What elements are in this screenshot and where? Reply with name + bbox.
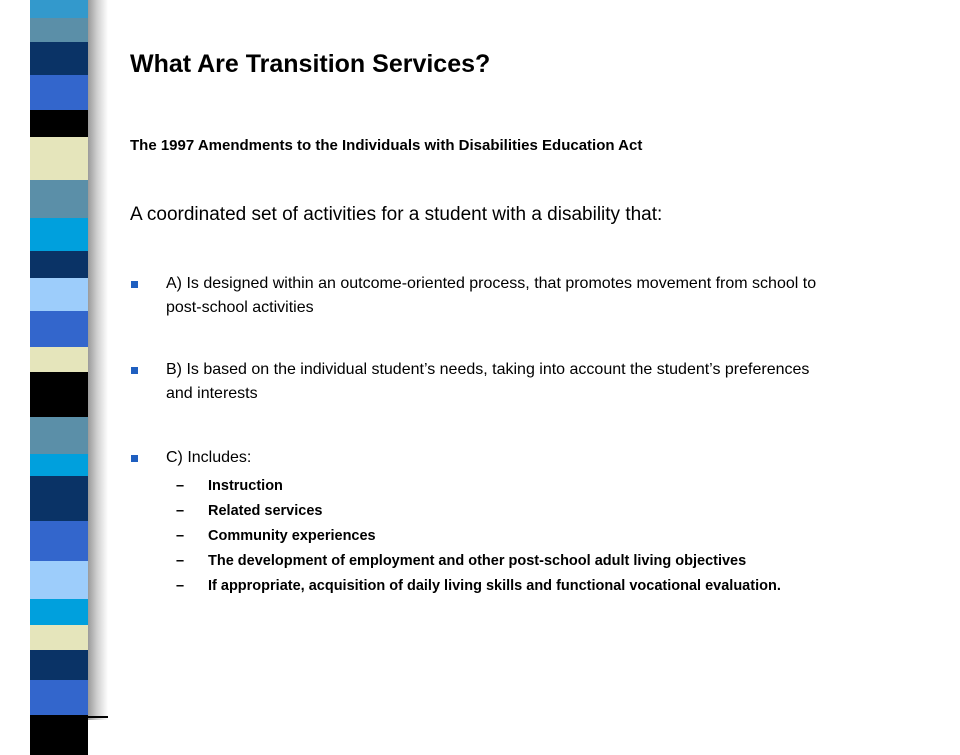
stripe-block [30, 180, 88, 218]
bullet-item [130, 272, 830, 320]
dash-marker: – [176, 528, 185, 544]
stripe-block [30, 599, 88, 625]
stripe-block [30, 521, 88, 561]
stripe-shadow [88, 0, 108, 720]
stripe-block [30, 251, 88, 278]
stripe-block [30, 347, 88, 372]
stripe-block [30, 476, 88, 521]
square-bullet-icon [131, 455, 138, 462]
dash-marker: – [176, 478, 185, 494]
bullet-item [130, 358, 830, 406]
stripe-block [30, 715, 88, 755]
decorative-stripe [30, 0, 88, 720]
list-item-text: The development of employment and other post-school adult living objectives [208, 553, 747, 569]
dash-marker: – [176, 578, 185, 594]
intro-text: A coordinated set of activities for a student with a disability that: [130, 204, 663, 225]
bullet-text: B) Is based on the individual student’s needs, taking into account the student’s preferences and interests [166, 361, 810, 402]
bullet-item [130, 446, 830, 470]
stripe-block [30, 137, 88, 180]
square-bullet-icon [131, 281, 138, 288]
stripe-block [30, 650, 88, 680]
list-item-text: If appropriate, acquisition of daily living skills and functional vocational evaluation. [208, 578, 781, 594]
list-item-text: Related services [208, 503, 323, 519]
stripe-block [30, 561, 88, 599]
slide-subtitle: The 1997 Amendments to the Individuals with Disabilities Education Act [130, 137, 643, 154]
list-item [176, 477, 876, 496]
list-item-text: Instruction [208, 478, 283, 494]
stripe-block [30, 75, 88, 110]
stripe-block [30, 454, 88, 476]
list-item [176, 552, 876, 571]
stripe-block [30, 680, 88, 715]
stripe-block [30, 0, 88, 18]
list-item [176, 577, 876, 596]
stripe-block [30, 417, 88, 454]
slide-title: What Are Transition Services? [130, 50, 491, 78]
bullet-text: C) Includes: [166, 449, 252, 466]
stripe-block [30, 311, 88, 347]
stripe-block [30, 372, 88, 417]
list-item-text: Community experiences [208, 528, 376, 544]
square-bullet-icon [131, 367, 138, 374]
stripe-block [30, 18, 88, 42]
list-item [176, 527, 876, 546]
stripe-block [30, 42, 88, 75]
stripe-block [30, 110, 88, 137]
bullet-text: A) Is designed within an outcome-oriented process, that promotes movement from school to post-school activities [166, 275, 817, 316]
dash-marker: – [176, 553, 185, 569]
list-item [176, 502, 876, 521]
stripe-block [30, 625, 88, 650]
stripe-block [30, 278, 88, 311]
stripe-block [30, 218, 88, 251]
dash-marker: – [176, 503, 185, 519]
stripe-bottom-line [30, 716, 108, 718]
includes-list [176, 477, 876, 602]
